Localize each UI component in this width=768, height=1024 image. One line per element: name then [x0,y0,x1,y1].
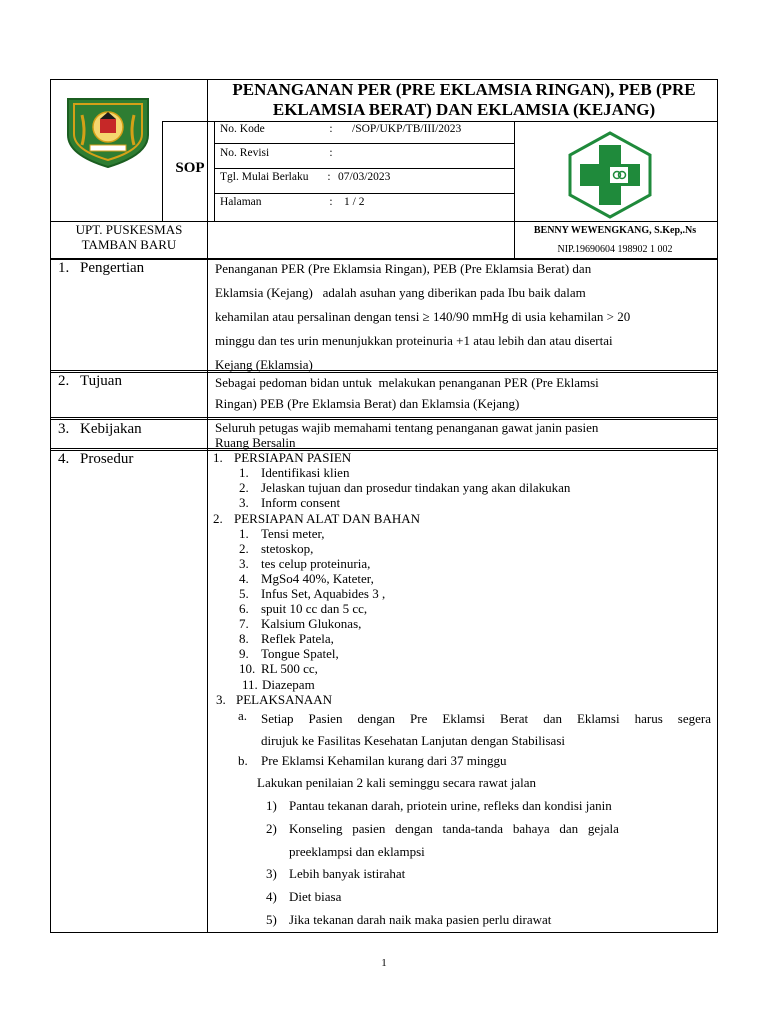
meta-row-tgl: Tgl. Mulai Berlaku : 07/03/2023 [220,171,391,183]
list-item: 9. Tongue Spatel, [239,646,339,661]
puskesmas-logo [566,131,654,219]
section-prosedur-title: 4. Prosedur [58,451,134,467]
section-kebijakan-title: 3. Kebijakan [58,421,142,437]
list-item: 2. stetoskop, [239,541,314,556]
meta-row-halaman: Halaman : 1 / 2 [220,196,365,208]
list-item: 5. Infus Set, Aquabides 3 , [239,586,386,601]
list-item: 7. Kalsium Glukonas, [239,616,362,631]
kebijakan-text: Seluruh petugas wajib memahami tentang penanganan gawat janin pasien Ruang Bersalin [215,420,599,450]
meta-label: No. Revisi [220,147,270,159]
title-line-1: PENANGANAN PER (PRE EKLAMSIA RINGAN), PEB (PRE [232,80,696,99]
meta-label: Halaman [220,196,262,208]
persiapan-pasien-heading: 1. PERSIAPAN PASIEN [213,450,352,465]
list-item: 1. Tensi meter, [239,526,325,541]
step-item: 3) Lebih banyak istirahat [266,866,406,881]
list-item: 11. Diazepam [242,677,315,692]
pelaksanaan-b-text: Pre Eklamsi Kehamilan kurang dari 37 minggu [261,753,507,768]
list-item: 4. MgSo4 40%, Kateter, [239,571,374,586]
signatory-nip: NIP.19690604 198902 1 002 [557,244,673,255]
meta-value: 1 / 2 [344,196,365,208]
meta-label: Tgl. Mulai Berlaku [220,171,309,183]
pelaksanaan-a-marker: a. [238,708,248,723]
list-item: 8. Reflek Patela, [239,631,334,646]
list-item: 6. spuit 10 cc dan 5 cc, [239,601,368,616]
pelaksanaan-a-text: Setiap Pasien dengan Pre Eklamsi Berat dan Eklamsi harus segera dirujuk ke Fasilitas Kesehatan Lanjutan dengan Stabilisasi [261,711,711,748]
list-item: 1. Identifikasi klien [239,465,350,480]
document-title [214,80,714,120]
unit-name: UPT. PUSKESMAS TAMBAN BARU [75,222,183,252]
meta-row-revisi: No. Revisi : [220,147,333,159]
list-item: 3. tes celup proteinuria, [239,556,371,571]
pelaksanaan-b-subtext: Lakukan penilaian 2 kali seminggu secara rawat jalan [257,775,537,790]
signatory-name: BENNY WEWENGKANG, S.Kep,.Ns [533,225,697,236]
pengertian-text: Penanganan PER (Pre Eklamsia Ringan), PEB (Pre Eklamsia Berat) dan Eklamsia (Kejang) adalah asuhan yang diberikan pada Ibu baik dalam kehamilan atau persalinan dengan tensi ≥ 140/90 mmHg di usia kehamilan > 20 minggu dan tes urin menunjukkan proteinuria +1 atau lebih dan atau disertai Kejang (Eklamsia) [215,261,631,372]
signatory [516,223,714,261]
pelaksanaan-b-marker: b. [238,753,248,768]
persiapan-alat-heading: 2. PERSIAPAN ALAT DAN BAHAN [213,511,421,526]
list-item: 3. Inform consent [239,495,341,510]
list-item: 2. Jelaskan tujuan dan prosedur tindakan yang akan dilakukan [239,480,571,495]
step-item: 4) Diet biasa [266,889,342,904]
title-line-2: EKLAMSIA BERAT) DAN EKLAMSIA (KEJANG) [272,100,656,119]
meta-value: /SOP/UKP/TB/III/2023 [352,123,462,135]
meta-row-kode: No. Kode : /SOP/UKP/TB/III/2023 [220,123,462,135]
meta-value: 07/03/2023 [338,171,391,183]
pelaksanaan-heading: 3. PELAKSANAAN [216,692,333,707]
section-pengertian-title: 1. Pengertian [58,260,145,276]
meta-label: No. Kode [220,123,265,135]
step-item: 2) Konseling pasien dengan tanda-tanda bahaya dan gejala [266,821,619,836]
step-item: 1) Pantau tekanan darah, priotein urine, refleks dan kondisi janin [266,798,612,813]
regency-emblem-logo [62,95,154,169]
list-item: 10. RL 500 cc, [239,661,318,676]
sop-label: SOP [175,160,205,176]
section-tujuan-title: 2. Tujuan [58,373,122,389]
page-number: 1 [381,957,387,969]
tujuan-text: Sebagai pedoman bidan untuk melakukan penanganan PER (Pre Eklamsi Ringan) PEB (Pre Eklamsia Berat) dan Eklamsia (Kejang) [215,375,599,411]
step-item: 5) Jika tekanan darah naik maka pasien perlu dirawat [266,912,552,927]
step-item: preeklampsi dan eklampsi [289,844,425,859]
